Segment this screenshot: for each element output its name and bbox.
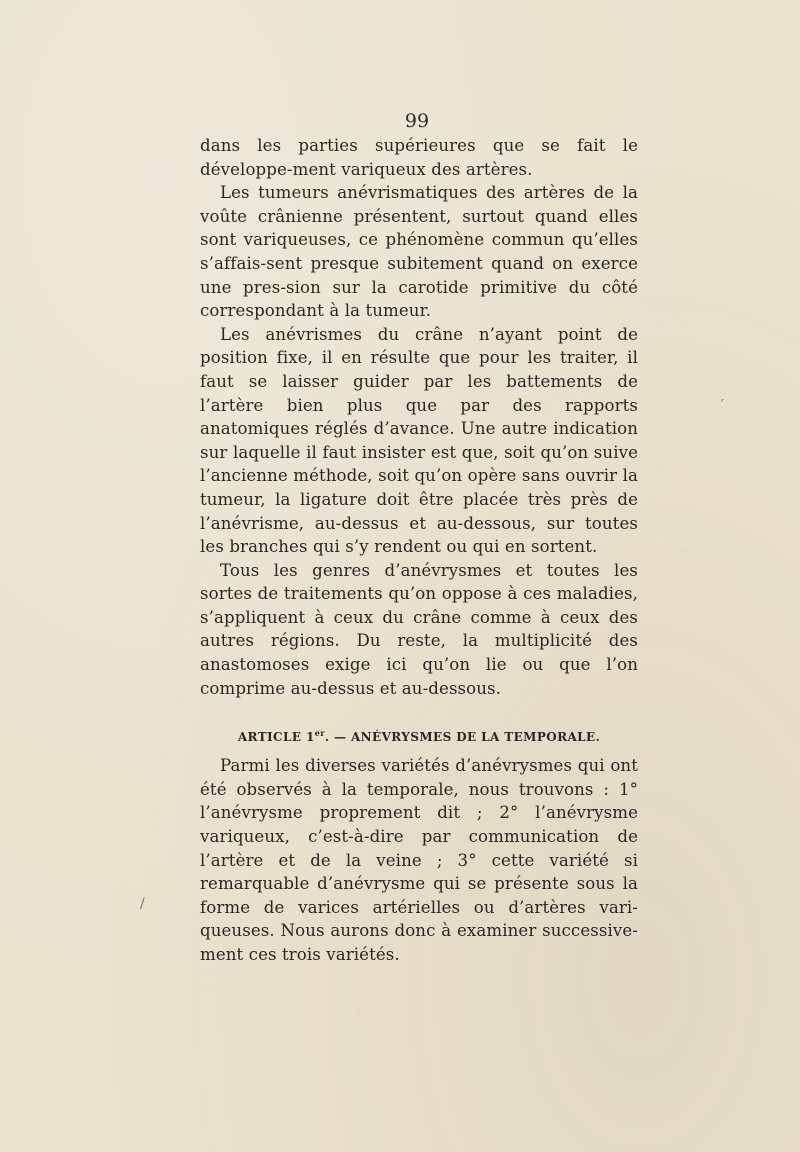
article-superscript: er: [314, 728, 325, 739]
paper-speck-2: ˊ: [718, 398, 725, 414]
paragraph-3: Les anévrismes du crâne n’ayant point de position fixe, il en résulte que pour les traiter, il faut se laisser guider par les battements de l’artère bien plus que par des rapports anatomiques réglés d’avance. Une autre indication sur laquelle il faut insister est que, soit qu’on suive l’ancienne méthode, soit qu’on opère sans ouvrir la tumeur, la ligature doit être placée très près de l’anévrisme, au-dessus et au-dessous, sur toutes les branches qui s’y rendent ou qui en sortent.: [200, 324, 638, 557]
body-text: [200, 134, 638, 967]
paragraph-4: Tous les genres d’anévrysmes et toutes les sortes de traitements qu’on oppose à ces maladies, s’appliquent à ceux du crâne comme à ceux des autres régions. Du reste, la multiplicité des anastomoses exige ici qu’on lie ou que l’on comprime au-dessus et au-dessous.: [200, 560, 638, 698]
page-number: 99: [404, 110, 430, 132]
article-prefix: ARTICLE 1: [237, 730, 315, 745]
article-heading: [200, 726, 638, 744]
paragraph-2: Les tumeurs anévrismatiques des artères de la voûte crânienne présentent, surtout quand elles sont variqueuses, ce phénomène commun qu’elles s’affais-sent presque subitement quand on exerce une pres-sion sur la carotide primitive du côté correspondant à la tumeur.: [200, 183, 638, 321]
paper-speck: /: [140, 896, 145, 912]
article-title: . — ANÉVRYSMES DE LA TEMPORALE.: [324, 730, 601, 745]
paragraph-1: dans les parties supérieures que se fait le développe-ment variqueux des artères.: [200, 136, 638, 179]
article-paragraph: Parmi les diverses variétés d’anévrysmes qui ont été observés à la temporale, nous trouvons : 1° l’anévrysme proprement dit ; 2° l’anévrysme variqueux, c’est-à-dire par communication de l’artère et de la veine ; 3° cette variété si remarquable d’anévrysme qui se présente sous la forme de varices artérielles ou d’artères vari-queuses. Nous aurons donc à examiner successive-ment ces trois variétés.: [200, 756, 638, 964]
